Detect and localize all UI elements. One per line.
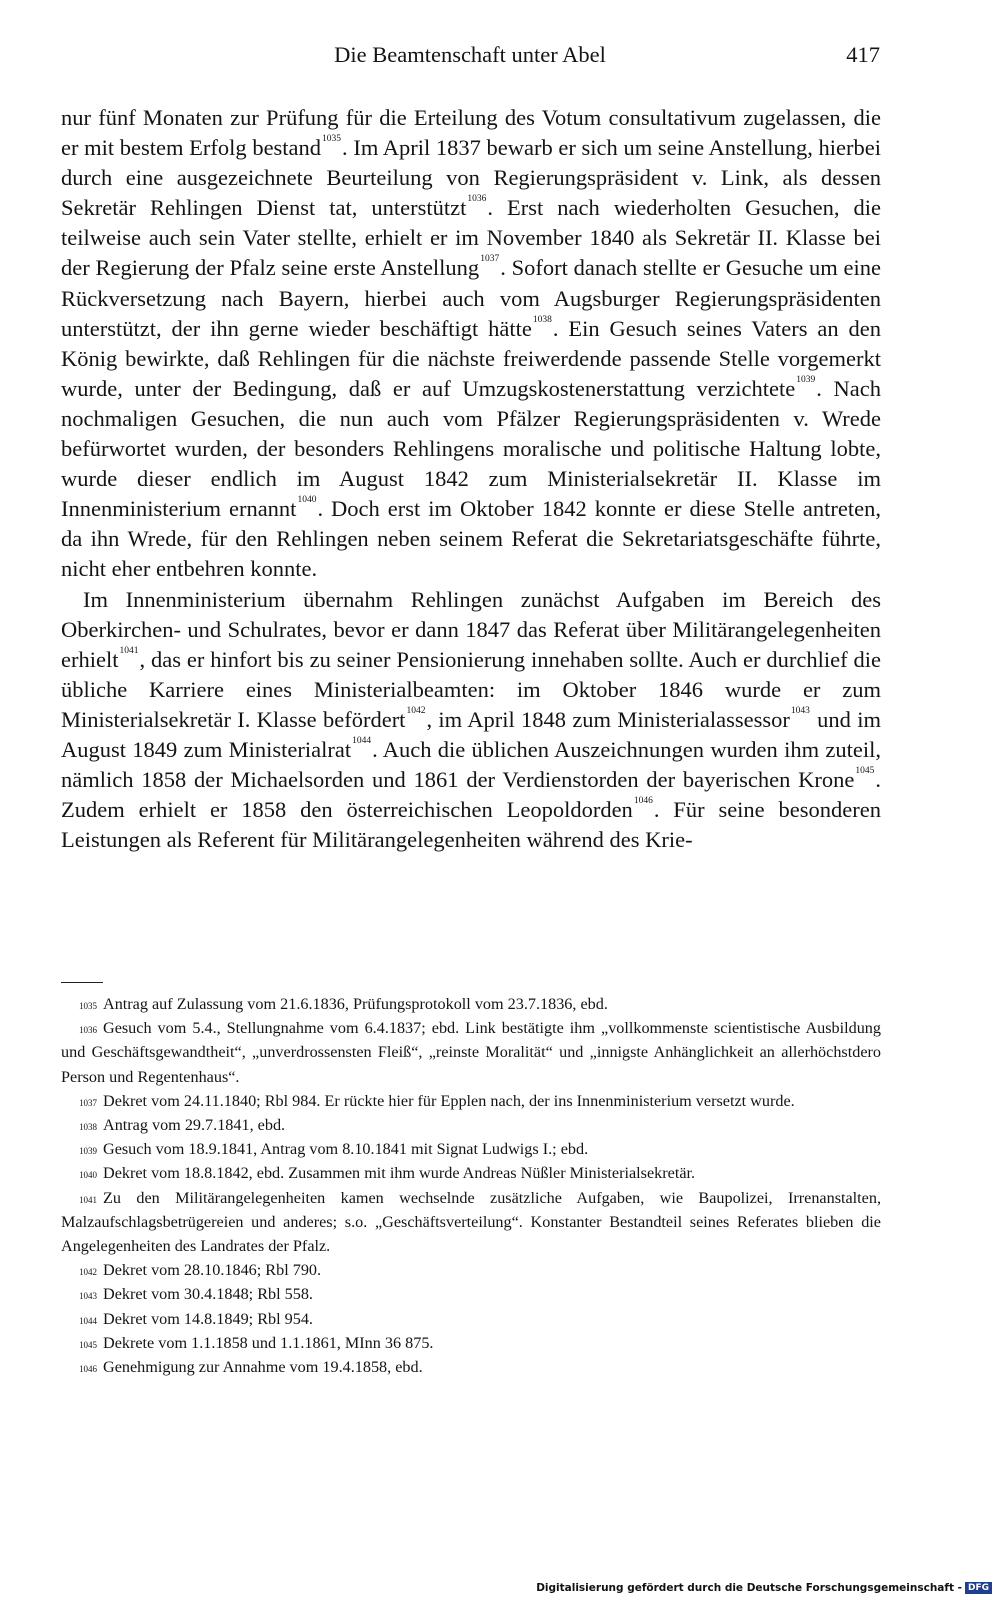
footnote [61, 1331, 881, 1355]
footnote [61, 1186, 881, 1259]
footnote-number: 1037 [79, 1097, 97, 1108]
footnote [61, 1161, 881, 1185]
footnote-text: Zu den Militärangelegenheiten kamen wechselnde zusätzliche Aufgaben, wie Baupolizei, Irrenanstalten, Malzaufschlagsbetrügereien und anderes; s.o. „Geschäftsverteilung“. Konstanter Bestandteil seines Referates blieben die Angelegenheiten des Landrates der Pfalz. [61, 1188, 881, 1256]
footnote-number: 1045 [79, 1339, 97, 1350]
footnote-number: 1035 [79, 1001, 97, 1011]
paragraph [61, 585, 881, 856]
footnote-ref[interactable]: 1037 [480, 254, 500, 265]
footnote-text: Dekrete vom 1.1.1858 und 1.1.1861, MInn 36 875. [103, 1333, 434, 1352]
footnote [61, 1307, 881, 1331]
footnotes [61, 992, 881, 1379]
footnote [61, 1137, 881, 1161]
footnote [61, 1355, 881, 1379]
footnote-ref[interactable]: 1042 [406, 705, 426, 716]
paragraph-text: . Ein Gesuch seines Vaters an den König bewirkte, daß Rehlingen für die nächste freiwerdende passende Stelle vorgemerkt wurde, unter der Bedingung, daß er auf Umzugskostenerstattung verzichtete [61, 315, 881, 401]
funding-text: Digitalisierung gefördert durch die Deutsche Forschungsgemeinschaft - [536, 1582, 962, 1594]
paragraph-text: . Doch erst im Oktober 1842 konnte er diese Stelle antreten, da ihn Wrede, für den Rehlingen neben seinem Referat die Sekretariatsgeschäfte führte, nicht eher entbehren konnte. [61, 496, 881, 582]
footnote-text: Dekret vom 30.4.1848; Rbl 558. [103, 1285, 313, 1304]
paragraph-text: . Erst nach wiederholten Gesuchen, die teilweise auch sein Vater stellte, erhielt er im November 1840 als Sekretär II. Klasse bei der Regierung der Pfalz seine erste Anstellung [61, 195, 882, 281]
footnote-number: 1041 [79, 1194, 97, 1205]
footnote-ref[interactable]: 1045 [855, 766, 875, 777]
main-text [61, 103, 881, 855]
footnote-ref[interactable]: 1036 [467, 194, 487, 205]
footnote-number: 1038 [79, 1122, 97, 1133]
footnote [61, 1258, 881, 1282]
paragraph-text: . Zudem erhielt er 1858 den österreichischen Leopoldorden [61, 767, 881, 823]
footnote-text: Dekret vom 24.11.1840; Rbl 984. Er rückte hier für Epplen nach, der ins Innenministerium versetzt wurde. [103, 1091, 795, 1110]
footnote-text: Gesuch vom 5.4., Stellungnahme vom 6.4.1837; ebd. Link bestätigte ihm „vollkommenste scientistische Ausbildung und Geschäftsgewandtheit“, „unverdrossensten Fleiß“, „reinste Moralität“ und „innigste Anhänglichkeit an allerhöchstdero Person und Regentenhaus“. [61, 1019, 881, 1086]
paragraph-text: nur fünf Monaten zur Prüfung für die Erteilung des Votum consultativum zugelassen, die er mit bestem Erfolg bestand [61, 105, 881, 161]
dfg-logo: DFG [965, 1582, 992, 1594]
footnote-ref[interactable]: 1046 [633, 796, 653, 807]
paragraph-text: , das er hinfort bis zu seiner Pensionierung innehaben sollte. Auch er durchlief die übliche Karriere eines Ministerialbeamten: im Oktober 1846 wurde er zum Ministerialsekretär I. Klasse befördert [61, 646, 881, 732]
footnote-ref[interactable]: 1039 [796, 374, 816, 385]
footnote-number: 1042 [79, 1267, 97, 1278]
footnote-ref[interactable]: 1044 [352, 735, 372, 746]
paragraph-text: . Nach nochmaligen Gesuchen, die nun auch vom Pfälzer Regierungspräsidenten v. Wrede befürwortet wurden, der besonders Rehlingens moralische und politische Haltung lobte, wurde dieser endlich im August 1842 zum Ministerialsekretär II. Klasse im Innenministerium ernannt [61, 375, 881, 522]
paragraph-text: . Im April 1837 bewarb er sich um seine Anstellung, hierbei durch eine ausgezeichnete Beurteilung von Regierungspräsident v. Link, als dessen Sekretär Rehlingen Dienst tat, unterstützt [61, 135, 881, 221]
paragraph-text: , im April 1848 zum Ministerialassessor [426, 706, 790, 732]
footnote-ref[interactable]: 1040 [297, 495, 317, 506]
footnote-text: Gesuch vom 18.9.1841, Antrag vom 8.10.1841 mit Signat Ludwigs I.; ebd. [103, 1140, 589, 1159]
footnote-text: Dekret vom 28.10.1846; Rbl 790. [103, 1261, 322, 1280]
paragraph [61, 103, 881, 585]
footnote [61, 1282, 881, 1306]
footnote-number: 1043 [79, 1291, 97, 1302]
footnote-ref[interactable]: 1038 [532, 314, 552, 325]
footnote-text: Antrag auf Zulassung vom 21.6.1836, Prüfungsprotokoll vom 23.7.1836, ebd. [103, 995, 608, 1013]
footnote-number: 1040 [79, 1170, 97, 1181]
footnote-ref[interactable]: 1041 [119, 645, 139, 656]
funding-footer [536, 1581, 992, 1595]
footnote-text: Antrag vom 29.7.1841, ebd. [103, 1116, 286, 1135]
footnote-number: 1039 [79, 1146, 97, 1157]
footnote-number: 1036 [79, 1025, 97, 1036]
paragraph-text: und im August 1849 zum Ministerialrat [61, 706, 881, 762]
footnote [61, 1016, 881, 1089]
footnote-number: 1046 [79, 1364, 97, 1375]
footnote-ref[interactable]: 1035 [322, 134, 342, 145]
page-number: 417 [846, 42, 880, 67]
footnote [61, 992, 881, 1016]
footnote-number: 1044 [79, 1315, 97, 1326]
footnote-text: Dekret vom 14.8.1849; Rbl 954. [103, 1309, 313, 1328]
footnote-rule [61, 982, 103, 983]
footnote-ref[interactable]: 1043 [790, 705, 810, 716]
paragraph-text: . Sofort danach stellte er Gesuche um eine Rückversetzung nach Bayern, hierbei auch vom Augsburger Regierungspräsidenten unterstützt, der ihn gerne wieder beschäftigt hätte [61, 255, 881, 341]
footnote-text: Dekret vom 18.8.1842, ebd. Zusammen mit ihm wurde Andreas Nüßler Ministerialsekretär. [103, 1164, 696, 1183]
footnote-text: Genehmigung zur Annahme vom 19.4.1858, ebd. [103, 1358, 423, 1377]
paragraph-text: Im Innenministerium übernahm Rehlingen zunächst Aufgaben im Bereich des Oberkirchen- und Schulrates, bevor er dann 1847 das Referat über Militärangelegenheiten erhielt [61, 586, 881, 672]
footnote [61, 1113, 881, 1137]
footnote [61, 1089, 881, 1113]
paragraph-text: . Für seine besonderen Leistungen als Referent für Militärangelegenheiten während des Krie- [61, 797, 882, 853]
running-header [60, 40, 880, 70]
running-title: Die Beamtenschaft unter Abel [334, 42, 606, 67]
paragraph-text: . Auch die üblichen Auszeichnungen wurden ihm zuteil, nämlich 1858 der Michaelsorden und 1861 der Verdienstorden der bayerischen Krone [61, 736, 881, 793]
